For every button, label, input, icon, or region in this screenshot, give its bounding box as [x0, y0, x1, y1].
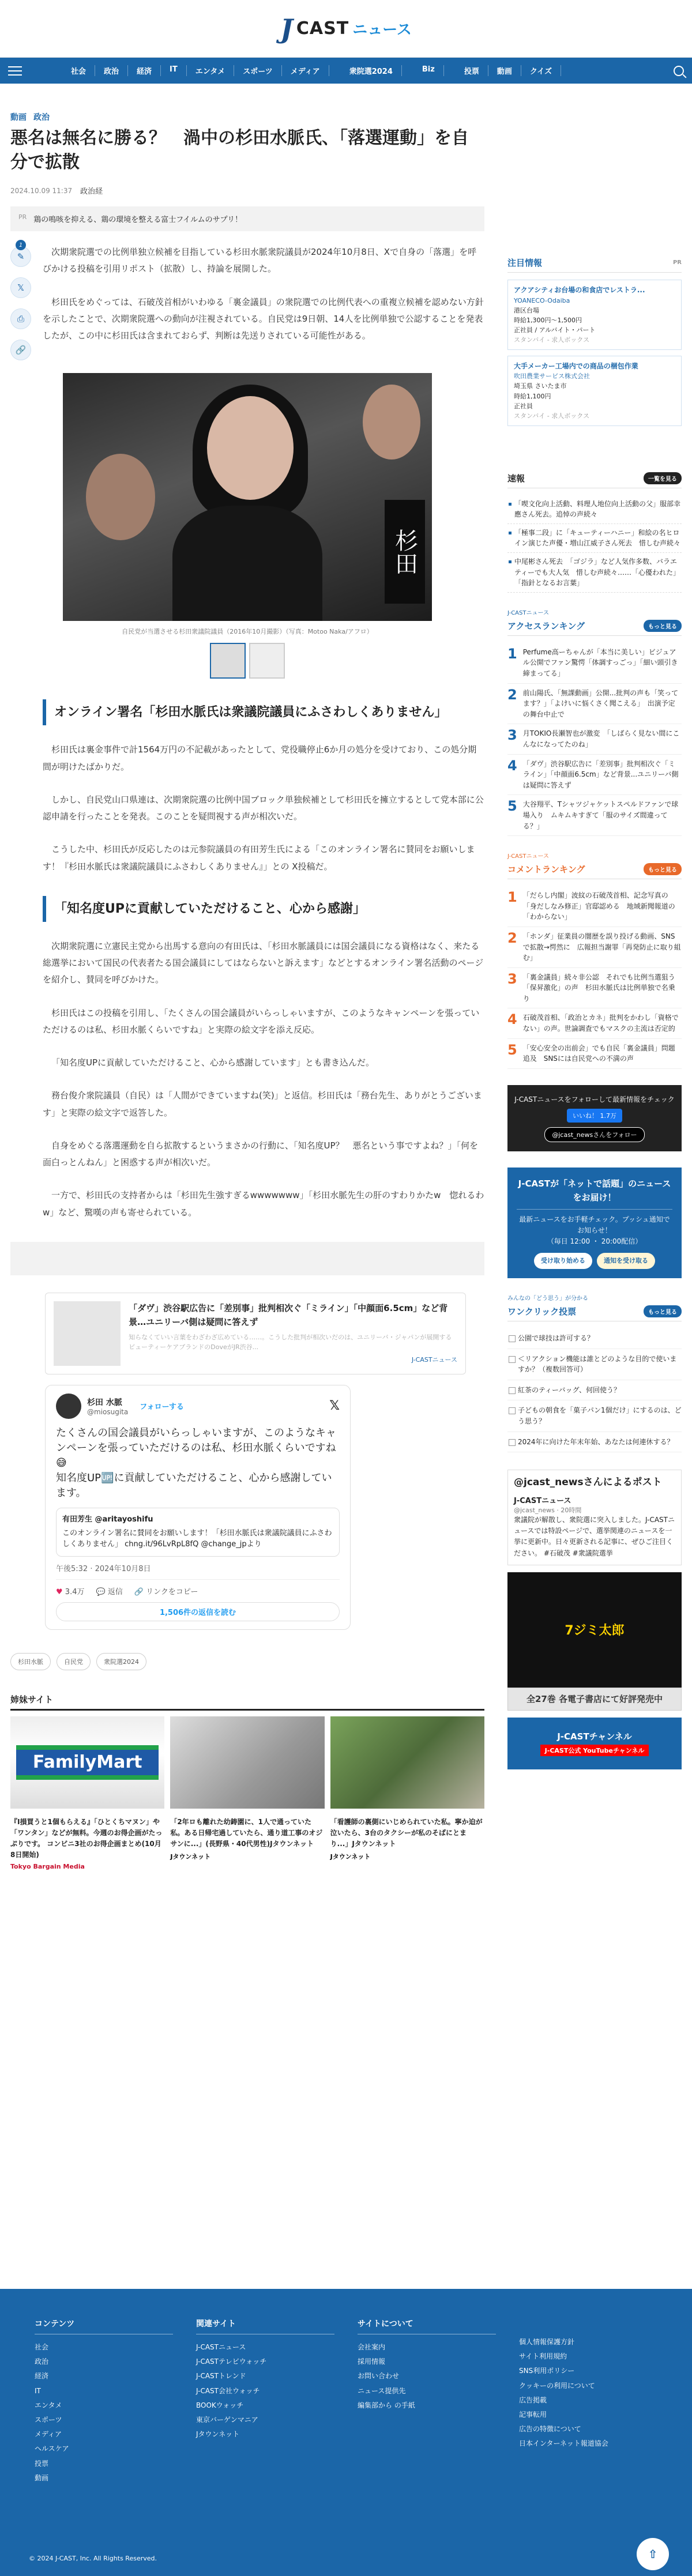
category-link[interactable]: 政治 [33, 113, 50, 122]
paragraph: 次期衆院選での比例単独立候補を目指している杉田水脈衆院議員が2024年10月8日、Xで自身の「落選」を呼びかける投稿を引用リポスト（拡散）し、持論を展開した。 [43, 247, 477, 274]
rank-item[interactable]: 4 「ダヴ」渋谷駅広告に「差別事」批判相次ぐ「ミライン」「中顔面6.5cm」など背景...ユニリーバ側は疑問に答えず [507, 755, 682, 796]
site-footer [0, 2289, 692, 2576]
footer-heading: 関連サイト [196, 2318, 334, 2334]
logo-news: ニュース [352, 21, 412, 39]
sister-logo: Tokyo Bargain Media [10, 1863, 85, 1871]
logo-cast: CAST [296, 18, 349, 39]
job-type: 正社員 / アルバイト・パート [514, 326, 596, 334]
x-post-text: 衆議院が解散し、衆院選に突入しました。J-CASTニュースでは特設ページで、選挙関連のニュースを一挙に更新中。日々更新される記事に、ぜひご注目ください。 #石破茂 #衆議院選挙 [514, 1515, 675, 1557]
nav-item[interactable]: スポーツ [234, 65, 281, 76]
rank-text: 「ダヴ」渋谷駅広告に「差別事」批判相次ぐ「ミライン」「中顔面6.5cm」など背景...ユニリーバ側は疑問に答えず [522, 759, 679, 789]
footer-link[interactable]: 社会 [35, 2343, 49, 2351]
access-ranking [507, 643, 682, 836]
rank-item[interactable]: 2 前山陽氏、「無課動画」公開...批判の声も「笑ってます？」「よけいに悩くさく聞こえる」 出演予定の舞台中止で [507, 684, 682, 725]
rank-item[interactable]: 3 月TOKIO長瀬智也が激変 「しばらく見ない間にこんなになってたのね」 [507, 724, 682, 754]
sister-sites [10, 1716, 484, 1871]
article-meta [10, 185, 484, 196]
footer-link[interactable]: J-CASTニュース [196, 2343, 246, 2351]
nav-item[interactable]: メディア [282, 65, 329, 76]
tweet-text: たくさんの国会議員がいらっしゃいますが、このようなキャンペーンを張っていただけるのは私、杉田水脈くらいですね😅 知名度UP🆙に貢献していただけること、心から感謝しています。 [56, 1426, 336, 1500]
footer-link[interactable]: お問い合わせ [358, 2372, 400, 2381]
rank-item[interactable]: 5 大谷翔平、Tシャツジャケットスペルドファンで球場入り ムキムキすぎて「服のサイズ間違ってる？」 [507, 795, 682, 836]
comment-title: コメントランキング [507, 864, 585, 875]
footer-link[interactable]: Jタウンネット [196, 2430, 240, 2439]
job-wage: 時給1,300円〜1,500円 [514, 316, 582, 324]
nav-item[interactable]: Biz [413, 65, 444, 76]
quick-title: ワンクリック投票 [507, 1306, 577, 1317]
rank-text: Perfume高ーちゃんが「本当に美しい」ビジュアル公開でファン驚愕「体調すっごっ」「細い頭引き締まってる」 [522, 647, 678, 677]
comment-more-button[interactable]: もっと見る [644, 863, 682, 875]
comment-icon[interactable]: ✎ 1 [10, 246, 31, 267]
comment-label: J-CASTニュース [507, 853, 549, 860]
article-title: 悪名は無名に勝る？ 渦中の杉田水脈氏、「落選運動」を自分で拡散 [10, 128, 469, 172]
rank-text: 前山陽氏、「無課動画」公開...批判の声も「笑ってます？」「よけいに悩くさく聞こえる」 出演予定の舞台中止で [522, 688, 679, 718]
like-button[interactable]: ♥ 3.4万 [56, 1587, 85, 1596]
sister-image [330, 1716, 484, 1809]
footer-link[interactable]: SNS利用ポリシー [519, 2367, 575, 2375]
logo-j: J [280, 13, 293, 44]
related-source: J-CASTニュース [411, 1355, 457, 1364]
related-title: 「ダヴ」渋谷駅広告に「差別事」批判相次ぐ「ミライン」「中顔面6.5cm」など背景…ユニリーバ側は疑問に答えず [129, 1302, 448, 1327]
access-more-button[interactable]: もっと見る [644, 620, 682, 632]
x-timeline-title: @jcast_newsさんによるポスト [514, 1477, 662, 1489]
x-share-icon[interactable]: 𝕏 [10, 277, 31, 298]
article-body-cont [10, 699, 484, 1221]
related-desc: 知らなくていい言葉をわざわざ広めている……。こうした批判が相次いだのは、ユニリーバ・ジャパンが展開するビューティーケアブランドのDoveがJR渋谷... [129, 1333, 452, 1351]
quick-poll-list [507, 1328, 682, 1452]
paragraph: 杉田氏をめぐっては、石破茂首相がいわゆる「裏金議員」の衆院選での比例代表への重複立候補を認めない方針を示したことで、次期衆院選への動向が注視されている。自民党は9日朝、14人を比例単独で公認することを発表したが、この中に杉田氏は含まれておらず、判断は先送りされている可能性がある。 [43, 296, 484, 341]
job-card[interactable] [507, 356, 682, 426]
thumbnail[interactable] [249, 643, 285, 679]
sister-text: 「看護師の裏側にいじめられていた私。寧か迫が泣いたら、3台のタクシーが私のそばにとまり...」Jタウンネット [330, 1817, 483, 1848]
nav-item[interactable]: 投票 [456, 65, 488, 76]
avatar[interactable] [56, 1394, 81, 1419]
embedded-tweet [45, 1385, 351, 1630]
facebook-like-button[interactable]: いいね！ 1.7万 [567, 1109, 622, 1123]
footer-link[interactable]: エンタメ [35, 2401, 62, 2409]
quoted-text: このオンライン署名に賛同をお願いします！「杉田水脈氏は衆議院議員にふさわしくありません」 chng.it/96LvRpL8fQ @change_jpより [62, 1528, 332, 1549]
poll-item[interactable]: 紅茶のティーバッグ、何回使う？ [507, 1380, 682, 1401]
poll-item[interactable]: 2024年に向けた年末年始、あなたは何連休する？ [507, 1432, 682, 1453]
menu-icon[interactable] [8, 66, 22, 76]
paragraph: 自身をめぐる落選運動を自ら拡散するというまさかの行動に、「知名度UP？ 悪名という事ですよね？」「何を面白っとんねん」と困惑する声が相次いだ。 [43, 1140, 479, 1168]
sister-sites-heading: 姉妹サイト [10, 1693, 484, 1711]
footer-link[interactable]: 編集部から の手紙 [358, 2401, 415, 2409]
latest-heading [507, 472, 682, 488]
nav-items [62, 65, 674, 76]
footer-link[interactable]: ニュース提供先 [358, 2386, 406, 2395]
nav-item[interactable]: エンタメ [187, 65, 234, 76]
copy-label: リンクをコピー [146, 1587, 198, 1596]
footer-link[interactable]: 会社案内 [358, 2343, 386, 2351]
paragraph: 杉田氏はこの投稿を引用し、「たくさんの国会議員がいらっしゃいますが、このようなキャンペーンを張っていただけるのは私、杉田水脈くらいですね」と実際の絵文字を添え反応。 [43, 1007, 480, 1035]
rank-item[interactable]: 3 「裏金議員」続々非公認 それでも比例当選狙う「保昇激化」の声 杉田水脈氏は比例単独で名乗り [507, 968, 682, 1009]
job-wage: 時給1,100円 [514, 392, 551, 400]
nav-item[interactable]: 政治 [95, 65, 128, 76]
copyright: © 2024 J-CAST, Inc. All Rights Reserved. [29, 2555, 157, 2562]
sister-card[interactable] [330, 1716, 484, 1871]
poll-item[interactable]: ＜リアクション機能は誰とどのような目的で使いますか？（複数回答可） [507, 1349, 682, 1380]
footer-link[interactable]: J-CASTトレンド [196, 2372, 246, 2381]
footer-link[interactable]: ヘルスケア [35, 2445, 69, 2453]
comment-heading [507, 863, 682, 879]
thumbnail[interactable] [210, 643, 246, 679]
latest-more-button[interactable]: 一覧を見る [644, 472, 682, 484]
search-icon[interactable] [674, 66, 684, 76]
x-logo-icon[interactable]: 𝕏 [329, 1399, 340, 1414]
x-post-author[interactable]: J-CASTニュース [514, 1496, 571, 1505]
paragraph: 務台俊介衆院議員（自民）は「人間ができていますね(笑)」と返信。杉田氏は「務台先生、ありがとうございます」と実際の絵文字で返答した。 [43, 1090, 482, 1118]
x-post-handle: @jcast_news · 20時間 [514, 1506, 582, 1514]
job-area: 港区台場 [514, 306, 539, 314]
paragraph: 杉田氏は裏金事件で計1564万円の不記載があったとして、党役職停止6か月の処分を受けており、この処分期間が明けたばかりだ。 [43, 744, 477, 772]
sidebar [507, 84, 682, 1870]
job-area: 埼玉県 さいたま市 [514, 382, 567, 390]
link-icon[interactable]: 🔗 [10, 340, 31, 360]
footer-link[interactable]: 個人情報保護方針 [519, 2338, 575, 2346]
rank-text: 「安心安全の出前会」でも自民「裏金議員」問題追及 SNSには自民党への不満の声 [522, 1044, 675, 1063]
category-link[interactable]: 動画 [10, 113, 27, 122]
photo-caption: 自民党が当選させる杉田衆議院議員（2016年10月撮影）（写真：Motoo Naka/アフロ） [122, 628, 373, 636]
job-title: アクアシティお台場の和食店でレストラ... [514, 286, 645, 294]
section-heading: 「知名度UPに貢献していただけること、心から感謝」 [43, 896, 484, 922]
nav-item[interactable]: 動画 [488, 65, 521, 76]
follow-button[interactable]: フォローする [140, 1403, 184, 1412]
push-title: J-CASTが「ネットで話題」のニュースをお届け！ [517, 1177, 672, 1210]
footer-link[interactable]: 記事転用 [519, 2410, 547, 2419]
jobs-pr: PR [672, 259, 682, 266]
rank-text: 「裏金議員」続々非公認 それでも比例当選狙う「保昇激化」の声 杉田水脈氏は比例単独で名乗り [522, 973, 675, 1003]
sister-image [170, 1716, 324, 1809]
rank-item[interactable]: 1 Perfume高ーちゃんが「本当に美しい」ビジュアル公開でファン驚愕「体調すっごっ」「細い頭引き締まってる」 [507, 643, 682, 684]
job-company: YOANECO-Odaiba [514, 296, 570, 304]
tag-chip[interactable]: 衆院選2024 [96, 1653, 146, 1670]
footer-link[interactable]: スポーツ [35, 2415, 62, 2424]
tweet-actions [56, 1585, 340, 1596]
tweet-author[interactable]: 杉田 水脈 [87, 1398, 122, 1407]
footer-link[interactable]: J-CAST会社ウォッチ [196, 2386, 260, 2395]
follow-title: J-CASTニュースをフォローして最新情報をチェック [514, 1095, 675, 1104]
job-title: 大手メーカー工場内での商品の梱包作業 [514, 361, 638, 370]
push-notification-box [507, 1168, 682, 1278]
footer-link[interactable]: 政治 [35, 2357, 49, 2366]
sister-logo: Jタウンネット [170, 1853, 211, 1861]
footer-link[interactable]: 経済 [35, 2372, 49, 2381]
main-nav [0, 58, 692, 84]
access-heading [507, 620, 682, 636]
latest-list [507, 495, 682, 593]
comment-ranking [507, 886, 682, 1069]
related-article-card[interactable] [45, 1293, 466, 1374]
sister-logo: Jタウンネット [330, 1853, 371, 1861]
manga-banner-sub[interactable]: 全27巻 各電子書店にて好評発売中 [507, 1688, 682, 1711]
tag-chip[interactable]: 自民党 [57, 1653, 91, 1670]
job-source: スタンバイ - 求人ボックス [514, 336, 590, 344]
paragraph: 一方で、杉田氏の支持者からは「杉田先生強すぎるwwwwwww」「杉田水脈先生の肝のすわりかたw 惚れるわw」など、驚嘆の声も寄せられている。 [43, 1190, 484, 1218]
footer-link[interactable]: サイト利用規約 [519, 2352, 567, 2361]
push-schedule: （毎日 12:00 ・ 20:00配信） [547, 1237, 642, 1246]
article-body [43, 244, 484, 360]
footer-heading: コンテンツ [35, 2318, 173, 2334]
push-start-button[interactable]: 受け取り始める [534, 1253, 592, 1269]
nav-item[interactable]: IT [161, 65, 187, 76]
rank-text: 月TOKIO長瀬智也が激変 「しばらく見ない間にこんなになってたのね」 [522, 729, 680, 748]
article-photo[interactable]: 杉田 [63, 373, 432, 621]
nav-item[interactable]: 衆院選2024 [341, 65, 402, 76]
rank-text: 「ホンダ」征業員の闇歴を誤り投げる動画、SNSで拡散→愕然に 広報担当謝罪「再発防止に取り組む」 [522, 932, 681, 962]
rank-item[interactable]: 4 石破茂首相、「政治とカネ」批判をかわし「資格でない」の声。世論調査でもマスクの主流は否定的 [507, 1008, 682, 1038]
footer-link[interactable]: 投票 [35, 2459, 49, 2468]
list-item[interactable]: 「喫文化向上活動、料理人地位向上活動の父」服部幸應さん死去。追悼の声続々 [507, 495, 682, 524]
rank-text: 石破茂首相、「政治とカネ」批判をかわし「資格でない」の声。世論調査でもマスクの主流は否定的 [522, 1014, 679, 1033]
quoted-author: 有田芳生 @aritayoshifu [62, 1515, 153, 1524]
share-bar [10, 244, 33, 360]
quick-more-button[interactable]: もっと見る [644, 1305, 682, 1317]
photo-thumbnails [63, 643, 432, 679]
youtube-banner-title: J-CASTチャンネル [557, 1731, 632, 1742]
footer-link[interactable]: クッキーの利用について [519, 2381, 595, 2390]
ad-slot[interactable] [10, 1242, 484, 1275]
tweet-time[interactable]: 午後5:32 · 2024年10月8日 [56, 1562, 340, 1580]
jobs-title: 注目情報 [507, 258, 543, 268]
print-icon[interactable]: ⎙ [10, 308, 31, 329]
paragraph: 次期衆院選に立憲民主党から出馬する意向の有田氏は、「杉田水脈議員には国会議員になる資格はなく、来たる総選挙において国民の代表者たる国会議員にしてはならないと訴えます」などとするオンライン署名活動のページを紹介し、賛同を呼びかけた。 [43, 940, 484, 985]
copy-link-button[interactable]: 🔗 リンクをコピー [134, 1587, 198, 1596]
pr-tag: PR [18, 213, 27, 221]
nav-item[interactable]: 社会 [62, 65, 95, 76]
article-category[interactable]: 政治経 [80, 187, 103, 196]
rank-text: 「だらし内閣」波紋の石破茂首相、記念写真の「身だしなみ修正」官邸認める 地域新聞報道の「わからない」 [522, 891, 675, 921]
access-title: アクセスランキング [507, 620, 585, 631]
paragraph: 「知名度UPに貢献していただけること、心から感謝しています」とも書き込んだ。 [51, 1057, 375, 1068]
x-follow-button[interactable]: @jcast_newsさんをフォロー [544, 1127, 644, 1142]
rank-item[interactable]: 2 「ホンダ」征業員の闇歴を誤り投げる動画、SNSで拡散→愕然に 広報担当謝罪「再発防止に取り組む」 [507, 927, 682, 968]
footer-link[interactable]: IT [35, 2386, 41, 2395]
footer-link[interactable]: 採用情報 [358, 2357, 386, 2366]
reply-label: 返信 [107, 1587, 123, 1596]
footer-link[interactable]: 東京バーゲンマニア [196, 2415, 258, 2424]
section-heading: オンライン署名「杉田水脈氏は衆議院議員にふさわしくありません」 [43, 699, 484, 725]
push-text: 最新ニュースをお手軽チェック。プッシュ通知でお知らせ！ [519, 1215, 670, 1235]
job-card[interactable] [507, 280, 682, 350]
latest-title: 速報 [507, 473, 525, 484]
access-label: J-CASTニュース [507, 609, 549, 616]
article-categories [10, 111, 484, 123]
quoted-tweet[interactable] [56, 1508, 340, 1557]
push-settings-button[interactable]: 通知を受け取る [597, 1253, 655, 1269]
youtube-banner[interactable] [507, 1718, 682, 1769]
pr-banner[interactable] [10, 206, 484, 231]
quick-label: みんなの「どう思う」が分かる [507, 1295, 588, 1302]
footer-link[interactable]: J-CASTテレビウォッチ [196, 2357, 267, 2366]
list-item[interactable]: 中尾彬さん死去 「ゴジラ」など人気作多数、バラエティーでも大人気 惜しむ声続々……「心優われた」「指針となるお言葉」 [507, 553, 682, 593]
sister-card[interactable] [10, 1716, 164, 1871]
job-source: スタンバイ - 求人ボックス [514, 412, 590, 420]
reply-button[interactable]: 💬 返信 [96, 1587, 123, 1596]
job-company: 吹田農業サービス株式会社 [514, 372, 590, 381]
rank-item[interactable]: 5 「安心安全の出前会」でも自民「裏金議員」問題追及 SNSには自民党への不満の声 [507, 1039, 682, 1069]
sister-card[interactable] [170, 1716, 324, 1871]
quick-heading [507, 1305, 682, 1321]
follow-box [507, 1085, 682, 1151]
like-count: 3.4万 [65, 1587, 85, 1596]
article-date: 2024.10.09 11:37 [10, 186, 73, 195]
x-timeline [507, 1470, 682, 1565]
footer-link[interactable]: BOOKウォッチ [196, 2401, 244, 2409]
youtube-banner-sub: J-CAST公式 YouTubeチャンネル [540, 1745, 649, 1756]
footer-link[interactable]: 広告の特徴について [519, 2425, 581, 2434]
job-type: 正社員 [514, 402, 533, 410]
pr-text: 鶏の鳴咳を抑える、鶏の環境を整える富士フイルムのサプリ！ [33, 216, 243, 224]
footer-link[interactable]: 広告掲載 [519, 2396, 547, 2404]
sister-image [10, 1716, 164, 1809]
familymart-sign: FamilyMart [16, 1745, 159, 1780]
sister-text: 「2年ロも離れた幼鋳園に、1人で通っていた私。ある日帰宅過していたら、通り道工事のオジサンに...」(長野県・40代男性)Jタウンネット [170, 1817, 323, 1848]
site-header [0, 0, 692, 58]
read-replies-button[interactable]: 1,506件の返信を読む [56, 1602, 340, 1621]
list-item[interactable]: 「極事二段」に「キューティーハニー」和絵の名ヒロイン演じた声優・増山江威子さん死去 惜しむ声続々 [507, 524, 682, 553]
paragraph: しかし、自民党山口県連は、次期衆院選の比例中国ブロック単独候補として杉田氏を擁立するとして党本部に公認申請を行ったことを発表。このことを疑問視する声が相次いだ。 [43, 794, 484, 822]
poll-item[interactable]: 公園で球技は許可する？ [507, 1328, 682, 1349]
share-count: 1 [16, 240, 26, 250]
footer-heading: サイトについて [358, 2318, 496, 2334]
tweet-handle[interactable]: @miosugita [87, 1407, 129, 1416]
sister-text: 『I損買うと1個もらえる』「ひとくちマヌン」や「ワンタン」などが無料。今週のお得企画がたっぷりです。 コンビニ3社のお得企画まとめ(10月8日開始) [10, 1817, 163, 1859]
article-column [10, 84, 484, 1870]
jobs-heading [507, 257, 682, 273]
poll-item[interactable]: 子どもの朝食を「菓子パン1個だけ」にするのは、どう思う？ [507, 1400, 682, 1432]
footer-link[interactable]: 動画 [35, 2473, 49, 2482]
article-figure [63, 373, 432, 679]
footer-link[interactable]: メディア [35, 2430, 62, 2439]
nav-item[interactable]: 経済 [128, 65, 161, 76]
rank-item[interactable]: 1 「だらし内閣」波紋の石破茂首相、記念写真の「身だしなみ修正」官邸認める 地域新聞報道の「わからない」 [507, 886, 682, 927]
nav-item[interactable]: クイズ [521, 65, 561, 76]
article-tags [10, 1653, 484, 1670]
tag-chip[interactable]: 杉田水脈 [10, 1653, 51, 1670]
rank-text: 大谷翔平、Tシャツジャケットスペルドファンで球場入り ムキムキすぎて「服のサイズ間違ってる？」 [522, 800, 679, 830]
site-logo[interactable] [280, 13, 412, 44]
footer-link[interactable]: 日本インターネット報道協会 [519, 2439, 608, 2448]
manga-banner[interactable]: 7ジミ太郎 [507, 1572, 682, 1688]
back-to-top-icon[interactable]: ⇧ [637, 2538, 669, 2570]
related-image [54, 1301, 121, 1366]
paragraph: こうした中、杉田氏が反応したのは元参院議員の有田芳生氏による「このオンライン署名に賛同をお願いします！『杉田水脈氏は衆議院議員にふさわしくありません』」との X投稿だ。 [43, 844, 475, 872]
